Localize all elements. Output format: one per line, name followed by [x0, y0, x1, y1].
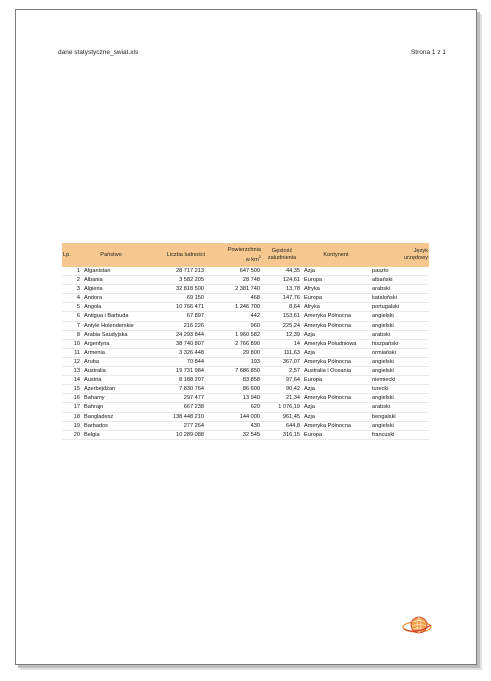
cell-powierzchnia: 647 500	[206, 267, 262, 276]
cell-lp: 19	[62, 421, 82, 430]
cell-jezyk: angielski	[370, 394, 429, 403]
cell-ludnosc: 19 731 984	[140, 367, 206, 376]
cell-powierzchnia: 13 940	[206, 394, 262, 403]
cell-ludnosc: 10 766 471	[140, 303, 206, 312]
countries-table	[62, 243, 429, 440]
cell-jezyk: angielski	[370, 357, 429, 366]
table-row	[62, 285, 429, 294]
cell-panstwo: Arabia Saudyjska	[82, 330, 140, 339]
cell-ludnosc: 28 717 213	[140, 267, 206, 276]
globe-logo-icon	[402, 613, 434, 639]
cell-powierzchnia: 193	[206, 357, 262, 366]
cell-panstwo: Afganistan	[82, 267, 140, 276]
cell-jezyk: arabski	[370, 403, 429, 412]
cell-kontynent: Ameryka Północna	[302, 321, 370, 330]
cell-jezyk: hiszpański	[370, 339, 429, 348]
cell-gestosc: 13,78	[262, 285, 302, 294]
cell-jezyk: bengalski	[370, 412, 429, 421]
cell-kontynent: Ameryka Północna	[302, 357, 370, 366]
cell-panstwo: Bahrajn	[82, 403, 140, 412]
table-row	[62, 303, 429, 312]
cell-gestosc: 225,24	[262, 321, 302, 330]
cell-lp: 15	[62, 385, 82, 394]
cell-gestosc: 44,35	[262, 267, 302, 276]
col-header-panstwo: Państwo	[82, 243, 140, 267]
table-row	[62, 312, 429, 321]
cell-gestosc: 1 076,19	[262, 403, 302, 412]
cell-kontynent: Afryka	[302, 285, 370, 294]
cell-lp: 12	[62, 357, 82, 366]
cell-kontynent: Azja	[302, 403, 370, 412]
table-row	[62, 421, 429, 430]
page-header-page-number: Strona 1 z 1	[410, 49, 446, 56]
cell-ludnosc: 32 818 500	[140, 285, 206, 294]
cell-kontynent: Ameryka Południowa	[302, 339, 370, 348]
cell-panstwo: Antigua i Barbuda	[82, 312, 140, 321]
col-header-gestosc	[262, 243, 302, 267]
cell-powierzchnia: 960	[206, 321, 262, 330]
col-header-powierzchnia-line1: Powierzchnia	[227, 246, 261, 253]
cell-ludnosc: 70 844	[140, 357, 206, 366]
cell-lp: 14	[62, 376, 82, 385]
cell-lp: 13	[62, 367, 82, 376]
cell-jezyk: ormiański	[370, 348, 429, 357]
cell-jezyk: niemiecki	[370, 376, 429, 385]
table-row	[62, 376, 429, 385]
col-header-powierzchnia-sup: 2	[258, 253, 261, 259]
cell-jezyk: angielski	[370, 421, 429, 430]
col-header-jezyk-line2: urzędowy	[404, 255, 428, 261]
cell-powierzchnia: 620	[206, 403, 262, 412]
cell-powierzchnia: 442	[206, 312, 262, 321]
cell-lp: 17	[62, 403, 82, 412]
cell-gestosc: 644,8	[262, 421, 302, 430]
cell-jezyk: angielski	[370, 312, 429, 321]
cell-lp: 18	[62, 412, 82, 421]
cell-ludnosc: 138 448 210	[140, 412, 206, 421]
cell-panstwo: Austria	[82, 376, 140, 385]
cell-jezyk: arabski	[370, 330, 429, 339]
table-row	[62, 367, 429, 376]
table-row	[62, 403, 429, 412]
cell-kontynent: Europa	[302, 276, 370, 285]
col-header-jezyk	[370, 243, 429, 267]
cell-lp: 5	[62, 303, 82, 312]
cell-powierzchnia: 32 545	[206, 430, 262, 439]
table-row	[62, 267, 429, 276]
cell-panstwo: Australia	[82, 367, 140, 376]
cell-powierzchnia: 1 960 582	[206, 330, 262, 339]
cell-lp: 8	[62, 330, 82, 339]
cell-jezyk: angielski	[370, 321, 429, 330]
cell-gestosc: 90,42	[262, 385, 302, 394]
col-header-jezyk-line1: Język	[413, 248, 428, 255]
cell-gestosc: 147,76	[262, 294, 302, 303]
print-preview-page	[15, 9, 477, 665]
cell-ludnosc: 3 326 448	[140, 348, 206, 357]
cell-panstwo: Algieria	[82, 285, 140, 294]
cell-powierzchnia: 2 381 740	[206, 285, 262, 294]
cell-lp: 4	[62, 294, 82, 303]
col-header-ludnosc: Liczba ludności	[140, 243, 206, 267]
cell-gestosc: 367,07	[262, 357, 302, 366]
cell-lp: 1	[62, 267, 82, 276]
cell-ludnosc: 38 740 807	[140, 339, 206, 348]
cell-ludnosc: 667 238	[140, 403, 206, 412]
cell-gestosc: 961,45	[262, 412, 302, 421]
cell-kontynent: Europa	[302, 376, 370, 385]
cell-kontynent: Ameryka Północna	[302, 394, 370, 403]
table-row	[62, 412, 429, 421]
cell-gestosc: 12,39	[262, 330, 302, 339]
table-row	[62, 394, 429, 403]
cell-ludnosc: 277 264	[140, 421, 206, 430]
cell-jezyk: portugalski	[370, 303, 429, 312]
cell-kontynent: Azja	[302, 348, 370, 357]
cell-powierzchnia: 7 686 850	[206, 367, 262, 376]
cell-jezyk: arabski	[370, 285, 429, 294]
table-row	[62, 330, 429, 339]
cell-panstwo: Armenia	[82, 348, 140, 357]
cell-powierzchnia: 86 600	[206, 385, 262, 394]
col-header-gestosc-line2: zaludnienia	[267, 255, 297, 261]
cell-powierzchnia: 144 000	[206, 412, 262, 421]
cell-panstwo: Aruba	[82, 357, 140, 366]
cell-jezyk: francuski	[370, 430, 429, 439]
cell-panstwo: Bahamy	[82, 394, 140, 403]
cell-panstwo: Argentyna	[82, 339, 140, 348]
cell-kontynent: Europa	[302, 430, 370, 439]
table-row	[62, 430, 429, 439]
table-row	[62, 357, 429, 366]
cell-kontynent: Azja	[302, 412, 370, 421]
cell-panstwo: Belgia	[82, 430, 140, 439]
cell-panstwo: Antyle Holenderskie	[82, 321, 140, 330]
table-row	[62, 276, 429, 285]
cell-kontynent: Australia i Oceania	[302, 367, 370, 376]
col-header-powierzchnia	[206, 243, 262, 267]
col-header-lp: Lp.	[62, 243, 82, 267]
cell-gestosc: 153,61	[262, 312, 302, 321]
cell-powierzchnia: 29 800	[206, 348, 262, 357]
cell-lp: 3	[62, 285, 82, 294]
cell-gestosc: 316,15	[262, 430, 302, 439]
cell-lp: 2	[62, 276, 82, 285]
cell-kontynent: Azja	[302, 267, 370, 276]
cell-gestosc: 21,34	[262, 394, 302, 403]
cell-lp: 20	[62, 430, 82, 439]
cell-panstwo: Barbados	[82, 421, 140, 430]
cell-panstwo: Albania	[82, 276, 140, 285]
cell-gestosc: 97,64	[262, 376, 302, 385]
cell-ludnosc: 8 188 207	[140, 376, 206, 385]
table-row	[62, 294, 429, 303]
cell-ludnosc: 216 226	[140, 321, 206, 330]
cell-lp: 10	[62, 339, 82, 348]
cell-ludnosc: 24 293 844	[140, 330, 206, 339]
table-row	[62, 321, 429, 330]
cell-jezyk: kataloński	[370, 294, 429, 303]
cell-panstwo: Andora	[82, 294, 140, 303]
cell-gestosc: 111,63	[262, 348, 302, 357]
cell-gestosc: 2,57	[262, 367, 302, 376]
cell-lp: 6	[62, 312, 82, 321]
table-header-row	[62, 243, 429, 267]
cell-panstwo: Azerbejdżan	[82, 385, 140, 394]
cell-powierzchnia: 430	[206, 421, 262, 430]
cell-jezyk: angielski	[370, 367, 429, 376]
table-row	[62, 339, 429, 348]
cell-lp: 11	[62, 348, 82, 357]
cell-kontynent: Ameryka Północna	[302, 421, 370, 430]
cell-powierzchnia: 2 766 890	[206, 339, 262, 348]
cell-jezyk: turecki	[370, 385, 429, 394]
cell-kontynent: Europa	[302, 294, 370, 303]
cell-ludnosc: 67 897	[140, 312, 206, 321]
cell-kontynent: Ameryka Północna	[302, 312, 370, 321]
col-header-kontynent: Kontynent	[302, 243, 370, 267]
cell-powierzchnia: 83 858	[206, 376, 262, 385]
page-header-filename: dane statystyczne_swiat.xls	[58, 49, 139, 56]
cell-ludnosc: 297 477	[140, 394, 206, 403]
cell-lp: 7	[62, 321, 82, 330]
table-row	[62, 385, 429, 394]
cell-ludnosc: 7 830 764	[140, 385, 206, 394]
table-row	[62, 348, 429, 357]
cell-panstwo: Bangladesz	[82, 412, 140, 421]
cell-kontynent: Azja	[302, 385, 370, 394]
cell-gestosc: 14	[262, 339, 302, 348]
cell-powierzchnia: 1 246 700	[206, 303, 262, 312]
cell-powierzchnia: 28 748	[206, 276, 262, 285]
col-header-gestosc-line1: Gęstość	[271, 248, 293, 255]
cell-panstwo: Angola	[82, 303, 140, 312]
cell-kontynent: Azja	[302, 330, 370, 339]
cell-jezyk: paszto	[370, 267, 429, 276]
cell-ludnosc: 3 582 205	[140, 276, 206, 285]
table-body	[62, 267, 429, 439]
data-table-wrapper	[62, 243, 429, 440]
cell-gestosc: 124,61	[262, 276, 302, 285]
cell-gestosc: 8,64	[262, 303, 302, 312]
col-header-powierzchnia-line2: w km	[245, 256, 259, 263]
cell-jezyk: albański	[370, 276, 429, 285]
cell-ludnosc: 10 289 088	[140, 430, 206, 439]
cell-ludnosc: 69 150	[140, 294, 206, 303]
cell-kontynent: Afryka	[302, 303, 370, 312]
cell-powierzchnia: 468	[206, 294, 262, 303]
cell-lp: 16	[62, 394, 82, 403]
